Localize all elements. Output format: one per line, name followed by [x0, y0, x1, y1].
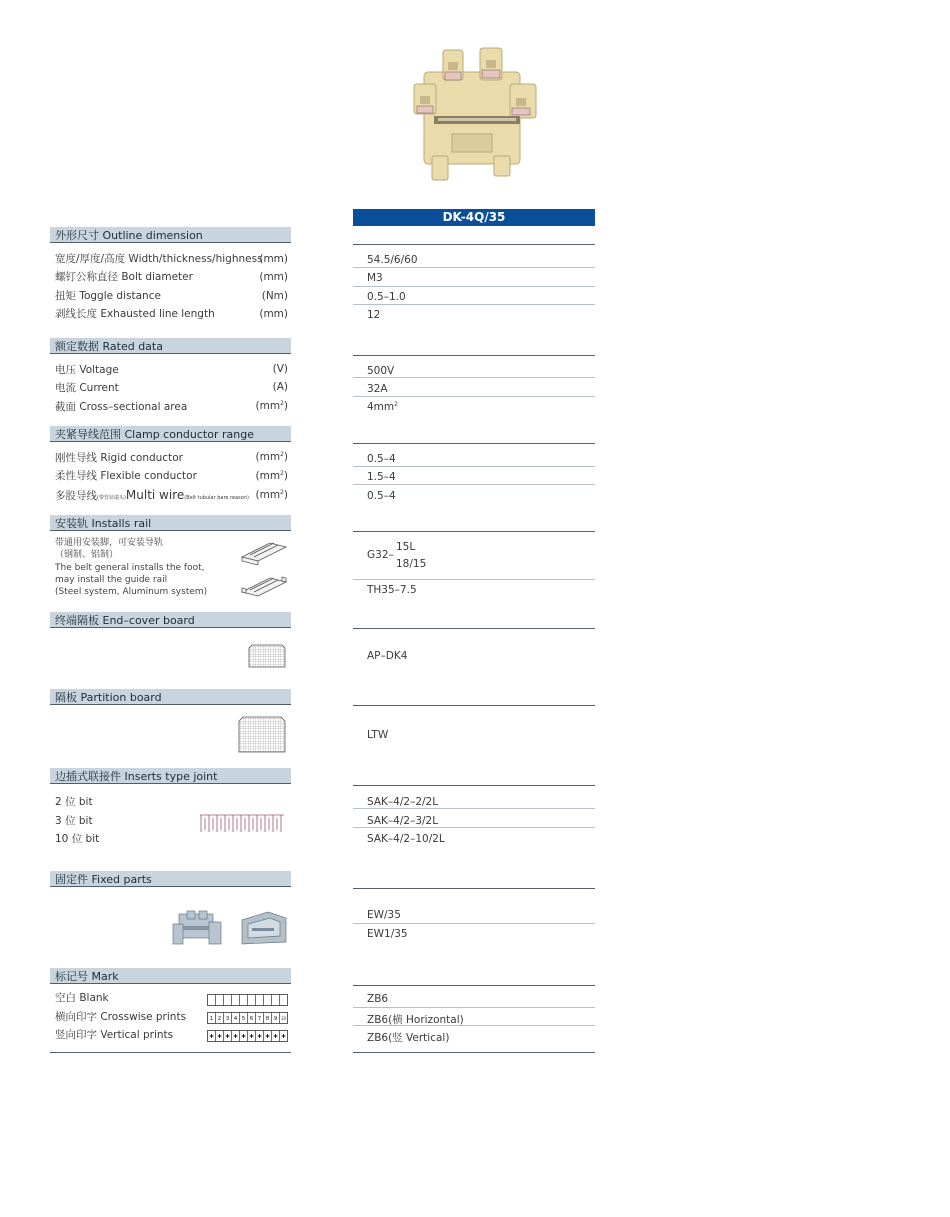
inserts-value-2bit: SAK–4/2–2/2L: [367, 796, 439, 808]
mark-crosswise-digit: 7: [257, 1016, 262, 1022]
clamp-label-multi: 多股导线(带管状端头)Multi wire(Belt tubular bare reason): [55, 488, 249, 502]
row-divider: [353, 1025, 595, 1026]
right-divider: [353, 705, 595, 706]
rail-desc-line: （钢制、铝制）: [55, 550, 119, 560]
outline-value-strip: 12: [367, 309, 381, 321]
end-cover-value: AP–DK4: [367, 650, 408, 662]
partition-value: LTW: [367, 729, 389, 741]
rail-th35-icon: [240, 570, 288, 600]
rated-label-current: 电流 Current: [55, 382, 119, 394]
clamp-unit-multi: $(mm^2)$: [255, 489, 288, 501]
mark-label-crosswise: 横向印字 Crosswise prints: [55, 1011, 187, 1023]
inserts-value-10bit: SAK–4/2–10/2L: [367, 833, 445, 845]
fixed-part-ew1-icon: [238, 910, 290, 946]
outline-value-toggle: 0.5–1.0: [367, 291, 406, 303]
rated-label-section: 截面 Cross–sectional area: [55, 401, 188, 413]
right-divider: [353, 785, 595, 786]
inserts-joint-icon: [199, 812, 285, 834]
rated-value-voltage: 500V: [367, 365, 395, 377]
rated-label-voltage: 电压 Voltage: [55, 364, 119, 376]
mark-crosswise-digit: 9: [273, 1016, 278, 1022]
row-divider: [353, 396, 595, 397]
rated-value-current: 32A: [367, 383, 388, 395]
section-installs-rail: 安装轨 Installs rail: [50, 515, 291, 531]
mark-crosswise-digit: 4: [233, 1016, 238, 1022]
row-divider: [353, 579, 595, 580]
right-divider: [353, 443, 595, 444]
section-mark: 标记号 Mark: [50, 968, 291, 984]
mark-crosswise-digit: 8: [265, 1016, 270, 1022]
inserts-value-3bit: SAK–4/2–3/2L: [367, 815, 439, 827]
outline-value-dimensions: 54.5/6/60: [367, 254, 418, 266]
row-divider: [353, 377, 595, 378]
right-divider: [353, 628, 595, 629]
section-outline-dimension: 外形尺寸 Outline dimension: [50, 227, 291, 243]
mark-crosswise-digit: 3: [225, 1016, 230, 1022]
section-partition-board: 隔板 Partition board: [50, 689, 291, 705]
section-inserts-joint: 边插式联接件 Inserts type joint: [50, 768, 291, 784]
clamp-value-multi: 0.5–4: [367, 490, 396, 502]
right-divider: [353, 985, 595, 986]
rated-unit-voltage: (V): [272, 363, 288, 375]
outline-label-bolt: 螺钉公称直径 Bolt diameter: [55, 271, 193, 283]
right-divider: [353, 355, 595, 356]
model-title-bar: DK-4Q/35: [353, 209, 595, 226]
right-divider: [353, 531, 595, 532]
mark-crosswise-digit: 6: [249, 1016, 254, 1022]
rail-desc-line: The belt general installs the foot,: [55, 563, 205, 573]
mark-vertical-strip-icon: [207, 1030, 288, 1042]
partition-board-icon: [238, 716, 286, 753]
outline-unit-strip: (mm): [259, 308, 288, 320]
inserts-label-2bit: 2 位 bit: [55, 796, 93, 808]
row-divider: [353, 1007, 595, 1008]
row-divider: [353, 466, 595, 467]
clamp-unit-flexible: $(mm^2)$: [255, 470, 288, 482]
product-image: [408, 44, 544, 184]
clamp-label-flexible: 柔性导线 Flexible conductor: [55, 470, 197, 482]
mark-label-vertical: 竖向印字 Vertical prints: [55, 1029, 174, 1041]
right-bottom-divider: [353, 1052, 595, 1053]
fixed-part-ew-icon: [171, 910, 223, 946]
rail-value-th35: TH35–7.5: [367, 584, 417, 596]
fixed-value-ew: EW/35: [367, 909, 401, 921]
mark-blank-strip-icon: [207, 994, 288, 1006]
mark-crosswise-strip-icon: [207, 1012, 288, 1024]
outline-label-strip: 剥线长度 Exhausted line length: [55, 308, 215, 320]
outline-value-bolt: M3: [367, 272, 383, 284]
row-divider: [353, 808, 595, 809]
rail-desc-line: 带通用安装脚，可安装导轨: [55, 538, 164, 548]
rail-value-g32-prefix: G32–: [367, 549, 394, 561]
rated-unit-section: $(mm^2)$: [255, 400, 288, 412]
rated-value-section: $4mm^2$: [367, 401, 398, 413]
inserts-label-10bit: 10 位 bit: [55, 833, 100, 845]
mark-crosswise-digit: 1: [209, 1016, 214, 1022]
row-divider: [353, 923, 595, 924]
clamp-value-flexible: 1.5–4: [367, 471, 396, 483]
rail-desc-line: (Steel system, Aluminum system): [55, 587, 208, 597]
clamp-value-rigid: 0.5–4: [367, 453, 396, 465]
section-rated-data: 额定数据 Rated data: [50, 338, 291, 354]
outline-label-toggle: 扭矩 Toggle distance: [55, 290, 161, 302]
clamp-unit-rigid: $(mm^2)$: [255, 451, 288, 463]
mark-crosswise-digit: 5: [241, 1016, 246, 1022]
outline-label-dimensions: 宽度/厚度/高度 Width/thickness/highness: [55, 253, 263, 265]
section-clamp-range: 夹紧导线范围 Clamp conductor range: [50, 426, 291, 442]
fixed-value-ew1: EW1/35: [367, 928, 408, 940]
rail-value-g32-top: 15L: [396, 541, 416, 553]
end-cover-board-icon: [248, 644, 286, 668]
right-divider: [353, 244, 595, 245]
row-divider: [353, 484, 595, 485]
outline-unit-bolt: (mm): [259, 271, 288, 283]
mark-value-vertical: ZB6(竖 Vertical): [367, 1032, 450, 1044]
section-fixed-parts: 固定件 Fixed parts: [50, 871, 291, 887]
section-end-cover: 终端隔板 End–cover board: [50, 612, 291, 628]
outline-unit-dimensions: (mm): [259, 253, 288, 265]
mark-value-crosswise: ZB6(横 Horizontal): [367, 1014, 464, 1026]
right-divider: [353, 888, 595, 889]
rail-value-g32-bottom: 18/15: [396, 558, 427, 570]
rated-unit-current: (A): [272, 381, 288, 393]
mark-value-blank: ZB6: [367, 993, 389, 1005]
mark-crosswise-digit: 2: [217, 1016, 222, 1022]
row-divider: [353, 267, 595, 268]
inserts-label-3bit: 3 位 bit: [55, 815, 93, 827]
row-divider: [353, 827, 595, 828]
rail-g32-icon: [240, 537, 288, 565]
row-divider: [353, 304, 595, 305]
outline-unit-toggle: (Nm): [261, 290, 288, 302]
rail-desc-line: may install the guide rail: [55, 575, 168, 585]
left-bottom-divider: [50, 1052, 291, 1053]
mark-label-blank: 空白 Blank: [55, 992, 109, 1004]
row-divider: [353, 286, 595, 287]
mark-crosswise-digit: 10: [280, 1016, 287, 1021]
clamp-label-rigid: 刚性导线 Rigid conductor: [55, 452, 183, 464]
